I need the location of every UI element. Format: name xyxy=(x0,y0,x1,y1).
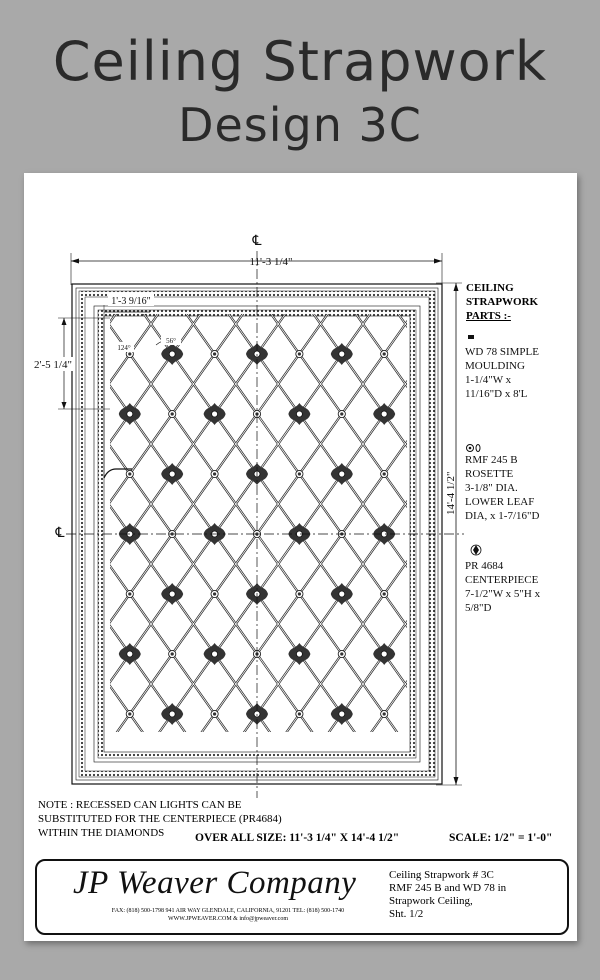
part-line: PR 4684 xyxy=(465,560,504,572)
rosette xyxy=(41,230,48,237)
centerpiece xyxy=(161,703,183,725)
drawing-sheet xyxy=(24,173,577,941)
part-line: 5/8"D xyxy=(465,602,492,614)
strap-line xyxy=(24,274,44,772)
rosette xyxy=(169,650,176,657)
strap-line xyxy=(24,274,171,772)
rosette xyxy=(338,410,345,417)
rosette xyxy=(169,410,176,417)
centerpiece xyxy=(161,463,183,485)
strap-line xyxy=(555,274,577,772)
part-line: LOWER LEAF xyxy=(465,496,535,508)
rosette xyxy=(508,650,515,657)
centerpiece xyxy=(204,403,226,425)
note-line: WITHIN THE DIAMONDS xyxy=(38,827,165,839)
rosette xyxy=(126,230,133,237)
part-line: 3-1/8" DIA. xyxy=(465,482,518,494)
strap-line xyxy=(24,274,186,772)
part-line: 1-1/4"W x xyxy=(465,374,512,386)
strap-line xyxy=(24,274,59,772)
desc-line: RMF 245 B and WD 78 in xyxy=(389,882,507,894)
centerpiece xyxy=(373,403,395,425)
width-dimension-label: 11'-3 1/4" xyxy=(249,256,293,268)
strap-line xyxy=(24,274,44,772)
centerpiece xyxy=(161,223,183,245)
centerpiece xyxy=(34,523,56,545)
strap-line xyxy=(24,274,102,772)
parts-heading-line3: PARTS :- xyxy=(466,310,511,322)
part-line: RMF 245 B xyxy=(465,454,518,466)
strap-line xyxy=(24,274,171,772)
rosette xyxy=(211,590,218,597)
centerpiece xyxy=(204,643,226,665)
rosette xyxy=(296,230,303,237)
strap-line xyxy=(24,274,171,772)
rosette xyxy=(211,470,218,477)
centerline-mark-left: ℄ xyxy=(55,525,65,541)
note-line: SUBSTITUTED FOR THE CENTERPIECE (PR4684) xyxy=(38,813,282,825)
rosette xyxy=(381,230,388,237)
desc-line: Ceiling Strapwork # 3C xyxy=(389,869,494,881)
rosette xyxy=(41,470,48,477)
strap-line xyxy=(328,274,577,772)
overall-size: OVER ALL SIZE: 11'-3 1/4" X 14'-4 1/2" xyxy=(195,832,400,844)
rosette xyxy=(211,230,218,237)
rosette xyxy=(381,350,388,357)
centerpiece xyxy=(288,643,310,665)
desc-line: Sht. 1/2 xyxy=(389,908,424,920)
rosette xyxy=(126,590,133,597)
strap-line xyxy=(343,274,577,772)
parts-heading-line1: CEILING xyxy=(466,282,514,294)
strap-line xyxy=(24,274,186,772)
centerpiece xyxy=(458,403,480,425)
centerpiece-icon xyxy=(471,545,481,555)
company-address xyxy=(63,907,393,923)
rosette xyxy=(126,470,133,477)
centerpiece xyxy=(119,403,141,425)
strap-line xyxy=(24,274,256,772)
parts-heading-line2: STRAPWORK xyxy=(466,296,539,308)
strap-line xyxy=(24,274,86,772)
centerpiece xyxy=(119,643,141,665)
centerpiece xyxy=(373,643,395,665)
rosette xyxy=(508,530,515,537)
rosette xyxy=(508,410,515,417)
centerpiece xyxy=(288,403,310,425)
rosette xyxy=(381,590,388,597)
rosette xyxy=(296,350,303,357)
centerpiece xyxy=(76,223,98,245)
centerpiece xyxy=(458,523,480,545)
drawing-scale: SCALE: 1/2" = 1'-0" xyxy=(449,832,553,844)
offset-dimension-label: 1'-3 9/16" xyxy=(111,296,151,307)
centerpiece xyxy=(34,283,56,305)
strap-line xyxy=(555,274,577,772)
centerpiece xyxy=(331,463,353,485)
strap-line xyxy=(24,274,86,772)
strap-line xyxy=(540,274,577,772)
centerpiece xyxy=(416,223,438,245)
rosette xyxy=(41,350,48,357)
part-item-rosette xyxy=(465,453,539,523)
moulding-profile-icon xyxy=(468,335,474,339)
strap-line xyxy=(158,274,510,772)
strap-line xyxy=(24,274,271,772)
centerpiece xyxy=(331,223,353,245)
rosette xyxy=(41,590,48,597)
part-line: CENTERPIECE xyxy=(465,574,539,586)
angle-small-label: 56° xyxy=(166,337,176,345)
part-line: MOULDING xyxy=(465,360,525,372)
part-line: 11/16"D x 8'L xyxy=(465,388,528,400)
strap-line xyxy=(24,274,59,772)
strap-line xyxy=(328,274,577,772)
rosette xyxy=(381,710,388,717)
part-line: DIA, x 1-7/16"D xyxy=(465,510,540,522)
centerpiece xyxy=(34,403,56,425)
centerpiece xyxy=(500,703,522,725)
part-item-centerpiece xyxy=(465,559,540,615)
title-block xyxy=(35,859,569,935)
page-title-line1: Ceiling Strapwork xyxy=(52,30,548,93)
centerpiece xyxy=(161,583,183,605)
centerpiece xyxy=(161,343,183,365)
company-logo: JP Weaver Company xyxy=(73,865,357,901)
strap-line xyxy=(24,274,256,772)
strap-line xyxy=(328,274,577,772)
angle-label: 124° xyxy=(117,344,131,352)
centerpiece xyxy=(331,703,353,725)
rosette xyxy=(41,710,48,717)
rosette xyxy=(296,710,303,717)
part-line: ROSETTE xyxy=(465,468,514,480)
sheet-description xyxy=(389,869,506,921)
height-dimension-label: 14'-4 1/2" xyxy=(445,471,457,515)
centerpiece xyxy=(34,643,56,665)
strap-line xyxy=(540,274,577,772)
strap-line xyxy=(24,274,102,772)
strap-line xyxy=(24,274,86,772)
strap-line xyxy=(24,274,44,772)
centerline-mark-top: ℄ xyxy=(252,233,262,249)
centerpiece xyxy=(34,763,56,785)
address-line: FAX: (818) 500-1798 941 AIR WAY GLENDALE, CALIFORNIA, 91201 TEL: (818) 500-1740 xyxy=(111,908,345,914)
rosette xyxy=(296,470,303,477)
rosette-icon xyxy=(467,445,481,452)
rosette xyxy=(381,470,388,477)
diamond-dimension-label: 2'-5 1/4" xyxy=(34,359,72,371)
strap-line xyxy=(89,274,441,772)
rosette xyxy=(508,770,515,777)
rosette xyxy=(338,650,345,657)
strap-line xyxy=(343,274,577,772)
part-line: WD 78 SIMPLE xyxy=(465,346,539,358)
centerpiece xyxy=(500,223,522,245)
offset-dimension xyxy=(104,305,150,478)
strap-line xyxy=(24,274,271,772)
centerpiece xyxy=(331,583,353,605)
centerpiece xyxy=(331,343,353,365)
centerpiece xyxy=(458,763,480,785)
rosette xyxy=(211,350,218,357)
parts-heading xyxy=(466,281,538,323)
rosette xyxy=(296,590,303,597)
note-line: NOTE : RECESSED CAN LIGHTS CAN BE xyxy=(38,799,242,811)
centerpiece xyxy=(458,643,480,665)
rosette xyxy=(465,710,472,717)
address-line: WWW.JPWEAVER.COM & info@jpweaver.com xyxy=(167,916,288,922)
page-title-line2: Design 3C xyxy=(178,98,422,152)
rosette xyxy=(211,710,218,717)
strap-line xyxy=(24,274,256,772)
rosette xyxy=(126,710,133,717)
rosette xyxy=(465,230,472,237)
desc-line: Strapwork Ceiling, xyxy=(389,895,473,907)
strap-line xyxy=(540,274,577,772)
part-line: 7-1/2"W x 5"H x xyxy=(465,588,541,600)
part-item-moulding xyxy=(465,345,539,401)
